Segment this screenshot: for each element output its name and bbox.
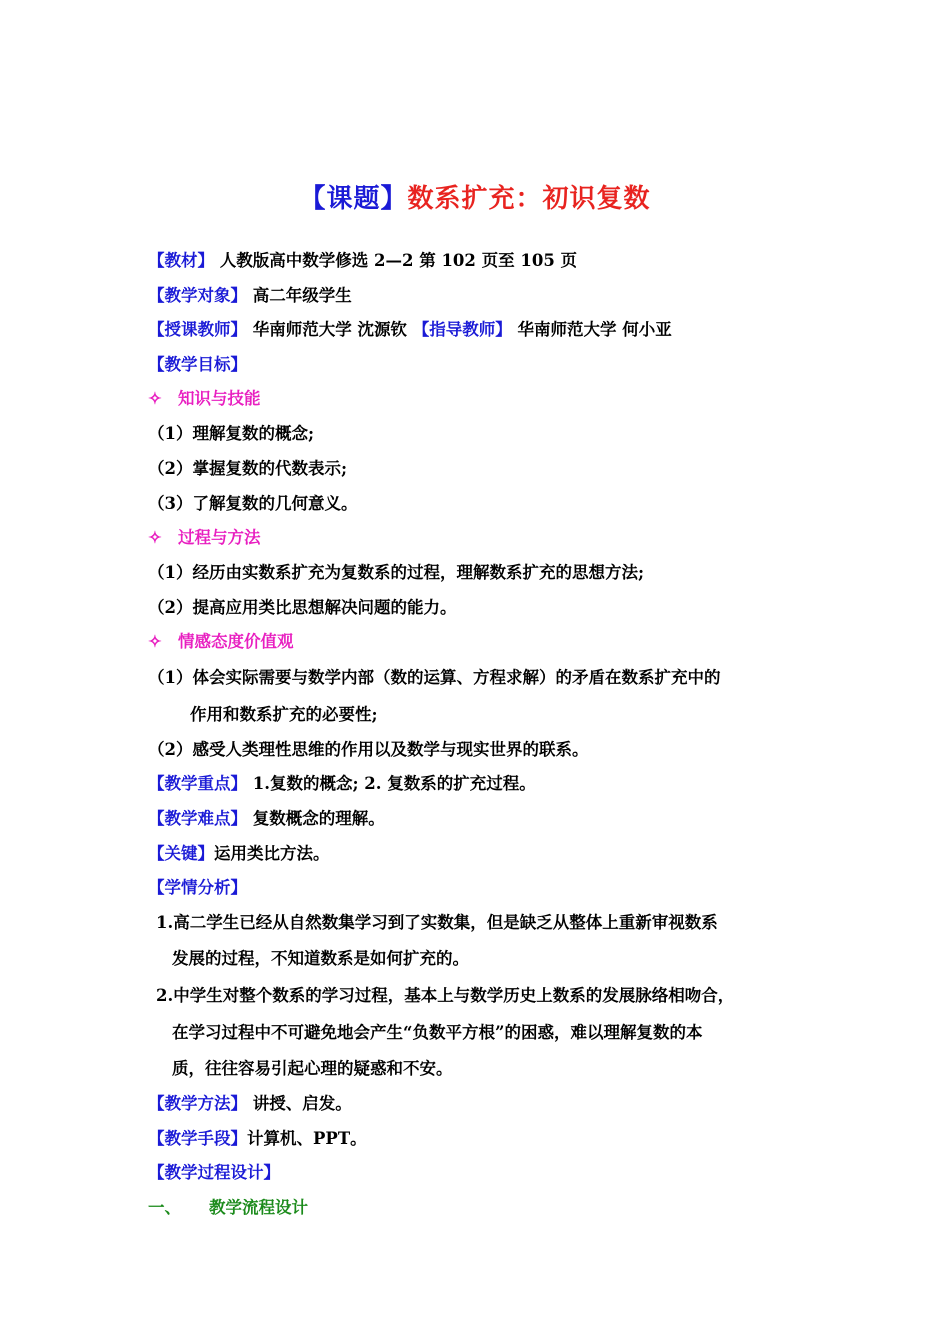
goal-item: （3）了解复数的几何意义。	[148, 494, 358, 513]
analysis-line: 2.中学生对整个数系的学习过程，基本上与数学历史上数系的发展脉络相吻合，	[156, 986, 735, 1005]
key-value: 运用类比方法。	[214, 844, 330, 863]
analysis-line: 1.高二学生已经从自然数集学习到了实数集，但是缺乏从整体上重新审视数系	[156, 913, 718, 932]
goals-label: 【教学目标】	[148, 355, 247, 374]
goal-item: （2）感受人类理性思维的作用以及数学与现实世界的联系。	[148, 740, 589, 759]
diamond-icon: ✧	[148, 528, 162, 547]
difficulty-label: 【教学难点】	[148, 809, 247, 828]
means-label: 【教学手段】	[148, 1129, 247, 1148]
teacher-label: 【授课教师】	[148, 320, 247, 339]
textbook-value: 人教版高中数学修选 2—2 第 102 页至 105 页	[214, 251, 578, 270]
means-value: 计算机、PPT。	[247, 1129, 367, 1148]
goal-item: （2）掌握复数的代数表示;	[148, 459, 348, 478]
title-text: 数系扩充：初识复数	[407, 184, 651, 214]
goal-item-continued: 作用和数系扩充的必要性;	[190, 705, 378, 724]
target-label: 【教学对象】	[148, 286, 247, 305]
guide-value: 华南师范大学 何小亚	[511, 320, 672, 339]
key-row	[148, 843, 330, 865]
goal-item: （2）提高应用类比思想解决问题的能力。	[148, 598, 457, 617]
guide-label: 【指导教师】	[412, 320, 512, 339]
title-label: 【课题】	[299, 184, 408, 214]
goal-section-heading: 过程与方法	[178, 528, 261, 547]
goal-section-heading: 情感态度价值观	[178, 632, 294, 651]
goal-item: （1）经历由实数系扩充为复数系的过程，理解数系扩充的思想方法;	[148, 563, 645, 582]
method-value: 讲授、启发。	[247, 1094, 352, 1113]
analysis-line: 在学习过程中不可避免地会产生“负数平方根”的困惑，难以理解复数的本	[172, 1023, 703, 1042]
goal-section-knowledge	[148, 388, 261, 410]
goal-section-attitude	[148, 631, 294, 653]
target-value: 高二年级学生	[247, 286, 352, 305]
goal-item: （1）体会实际需要与数学内部（数的运算、方程求解）的矛盾在数系扩充中的	[148, 668, 721, 687]
target-row	[148, 285, 352, 307]
design-row	[148, 1162, 280, 1184]
section-one-text: 教学流程设计	[209, 1198, 308, 1217]
analysis-label: 【学情分析】	[148, 878, 247, 897]
section-one-row	[148, 1197, 308, 1219]
key-points-label: 【教学重点】	[148, 774, 247, 793]
design-label: 【教学过程设计】	[148, 1163, 280, 1182]
teacher-value: 华南师范大学 沈源钦	[247, 320, 413, 339]
diamond-icon: ✧	[148, 632, 162, 651]
key-label: 【关键】	[148, 844, 214, 863]
goal-item: （1）理解复数的概念;	[148, 424, 315, 443]
analysis-line: 发展的过程，不知道数系是如何扩充的。	[172, 949, 469, 968]
method-row	[148, 1093, 352, 1115]
teacher-row	[148, 319, 672, 341]
difficulty-row	[148, 808, 385, 830]
means-row	[148, 1128, 367, 1150]
difficulty-value: 复数概念的理解。	[247, 809, 385, 828]
goal-section-process	[148, 527, 261, 549]
section-one-number: 一、	[148, 1198, 181, 1217]
key-points-row	[148, 773, 536, 795]
diamond-icon: ✧	[148, 389, 162, 408]
analysis-line: 质，往往容易引起心理的疑惑和不安。	[172, 1059, 453, 1078]
goals-heading	[148, 354, 247, 376]
method-label: 【教学方法】	[148, 1094, 247, 1113]
page-title	[0, 178, 950, 215]
textbook-label: 【教材】	[148, 251, 214, 270]
goal-section-heading: 知识与技能	[178, 389, 261, 408]
key-points-value: 1.复数的概念; 2. 复数系的扩充过程。	[247, 774, 536, 793]
analysis-heading	[148, 877, 247, 899]
textbook-row	[148, 250, 577, 272]
